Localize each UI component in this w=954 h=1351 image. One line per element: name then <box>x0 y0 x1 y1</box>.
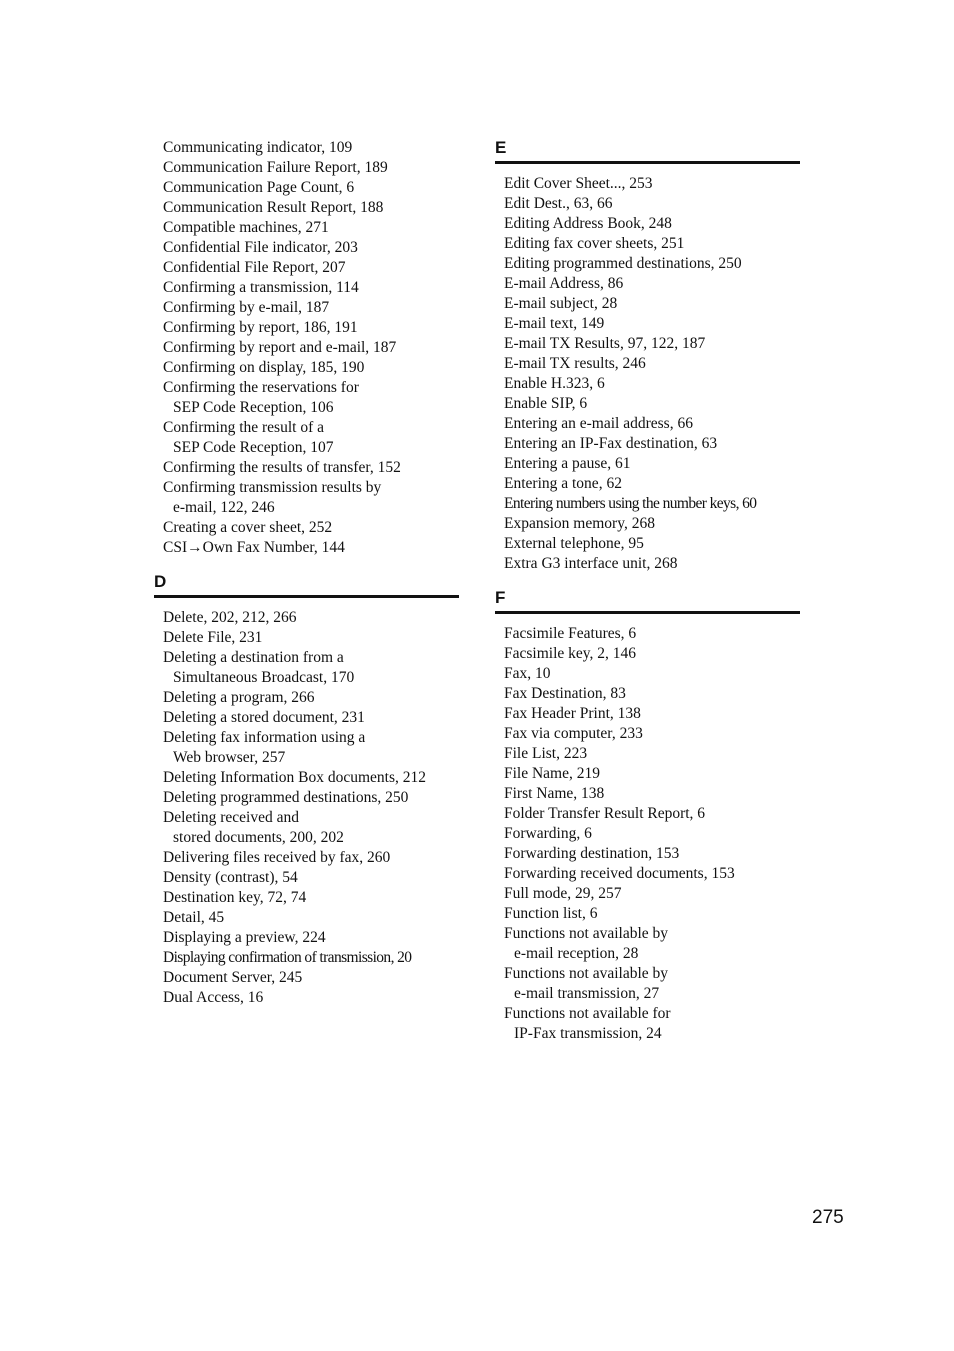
index-entry <box>163 608 463 628</box>
index-entry <box>163 458 463 478</box>
index-entry <box>504 314 804 334</box>
index-entry-text: Confirming transmission results by <box>163 479 382 496</box>
f-entries <box>504 624 804 1044</box>
index-entry <box>504 174 804 194</box>
index-entry <box>163 968 463 988</box>
index-entry-text: Confirming by report and e-mail, 187 <box>163 339 397 356</box>
index-entry-text: Facsimile Features, 6 <box>504 625 637 642</box>
section-f <box>495 588 804 1044</box>
index-entry <box>504 534 804 554</box>
index-entry <box>504 724 804 744</box>
index-entry-text: Confirming by e-mail, 187 <box>163 299 330 316</box>
index-entry <box>163 648 463 688</box>
index-entry-text: Function list, 6 <box>504 905 598 922</box>
index-entry <box>163 628 463 648</box>
index-entry-text: Forwarding received documents, 153 <box>504 865 735 882</box>
index-entry-text: Density (contrast), 54 <box>163 869 298 886</box>
index-entry <box>163 908 463 928</box>
index-entry-text: Confirming the reservations for <box>163 379 359 396</box>
index-entry-text: Displaying confirmation of transmission, 20 <box>163 949 412 966</box>
left-index-column <box>154 138 463 1008</box>
index-entry-continuation: IP-Fax transmission, 24 <box>514 1025 662 1042</box>
index-entry-text: Forwarding, 6 <box>504 825 592 842</box>
index-entry <box>163 278 463 298</box>
index-entry <box>504 554 804 574</box>
index-entry <box>163 768 463 788</box>
index-entry-text: Delete File, 231 <box>163 629 263 646</box>
index-entry <box>504 454 804 474</box>
index-entry <box>504 1004 804 1044</box>
index-entry <box>163 218 463 238</box>
index-entry <box>163 688 463 708</box>
index-entry-text: First Name, 138 <box>504 785 605 802</box>
index-entry-continuation: e-mail, 122, 246 <box>173 499 275 516</box>
index-entry-text: Creating a cover sheet, 252 <box>163 519 333 536</box>
index-entry <box>504 194 804 214</box>
index-entry <box>504 514 804 534</box>
index-entry-text: File List, 223 <box>504 745 588 762</box>
index-entry <box>504 394 804 414</box>
index-entry-text: File Name, 219 <box>504 765 600 782</box>
index-entry <box>504 844 804 864</box>
index-entry-text: Confirming by report, 186, 191 <box>163 319 358 336</box>
index-entry <box>163 708 463 728</box>
index-entry-text: Fax, 10 <box>504 665 551 682</box>
section-d <box>154 572 463 1008</box>
index-entry <box>163 238 463 258</box>
index-entry-text: Confirming a transmission, 114 <box>163 279 359 296</box>
index-entry-text: E-mail TX Results, 97, 122, 187 <box>504 335 706 352</box>
index-entry <box>163 358 463 378</box>
index-entry-continuation: Web browser, 257 <box>173 749 286 766</box>
index-entry <box>163 948 463 968</box>
index-entry-text: Deleting a stored document, 231 <box>163 709 365 726</box>
index-entry-continuation: e-mail reception, 28 <box>514 945 639 962</box>
index-entry <box>504 824 804 844</box>
index-entry-continuation: Simultaneous Broadcast, 170 <box>173 669 355 686</box>
index-entry-text: Facsimile key, 2, 146 <box>504 645 637 662</box>
index-entry-text: Forwarding destination, 153 <box>504 845 680 862</box>
index-entry <box>504 234 804 254</box>
index-entry <box>163 888 463 908</box>
index-entry <box>163 138 463 158</box>
index-entry <box>163 178 463 198</box>
index-entry <box>504 924 804 964</box>
index-entry-text: Functions not available by <box>504 965 669 982</box>
index-entry <box>163 258 463 278</box>
index-entry <box>163 198 463 218</box>
index-entry <box>163 988 463 1008</box>
page-number: 275 <box>812 1207 844 1228</box>
index-entry-text: Entering an IP-Fax destination, 63 <box>504 435 718 452</box>
index-entry <box>504 214 804 234</box>
index-entry-text: Deleting received and <box>163 809 299 826</box>
index-entry-text: Confirming on display, 185, 190 <box>163 359 365 376</box>
index-entry-text: Edit Cover Sheet..., 253 <box>504 175 653 192</box>
index-entry <box>504 414 804 434</box>
index-entry <box>504 704 804 724</box>
section-heading-d: D <box>154 572 459 598</box>
index-entry-text: Detail, 45 <box>163 909 225 926</box>
index-entry-text: Confidential File Report, 207 <box>163 259 346 276</box>
index-entry <box>504 764 804 784</box>
index-entry-text: Folder Transfer Result Report, 6 <box>504 805 706 822</box>
index-entry <box>163 158 463 178</box>
index-entry-text: Communication Page Count, 6 <box>163 179 355 196</box>
index-entry <box>163 848 463 868</box>
index-entry <box>504 684 804 704</box>
section-heading-f: F <box>495 588 800 614</box>
index-entry-text: Confirming the results of transfer, 152 <box>163 459 401 476</box>
index-entry-text: Deleting Information Box documents, 212 <box>163 769 427 786</box>
index-entry-text: Entering a pause, 61 <box>504 455 631 472</box>
index-entry-continuation: SEP Code Reception, 107 <box>173 439 334 456</box>
index-entry <box>163 378 463 418</box>
index-entry-text: Deleting programmed destinations, 250 <box>163 789 409 806</box>
index-entry-text: Communicating indicator, 109 <box>163 139 353 156</box>
e-entries <box>504 174 804 574</box>
index-entry-text: Deleting a destination from a <box>163 649 344 666</box>
index-entry <box>504 334 804 354</box>
index-entry-text: Enable SIP, 6 <box>504 395 588 412</box>
index-entry <box>504 964 804 1004</box>
index-entry-text: Document Server, 245 <box>163 969 303 986</box>
index-entry-text: E-mail Address, 86 <box>504 275 624 292</box>
index-entry-text: Confidential File indicator, 203 <box>163 239 358 256</box>
index-entry-text: Functions not available by <box>504 925 669 942</box>
index-entry <box>504 254 804 274</box>
index-entry-text: Communication Result Report, 188 <box>163 199 384 216</box>
c-entries <box>163 138 463 558</box>
index-entry-text: Enable H.323, 6 <box>504 375 605 392</box>
index-entry <box>504 904 804 924</box>
index-entry-text: External telephone, 95 <box>504 535 644 552</box>
index-entry <box>163 538 463 558</box>
index-entry <box>504 864 804 884</box>
index-entry-text: E-mail TX results, 246 <box>504 355 646 372</box>
index-entry <box>504 624 804 644</box>
index-entry <box>504 374 804 394</box>
index-entry <box>504 804 804 824</box>
index-entry-text: E-mail text, 149 <box>504 315 605 332</box>
index-entry <box>504 294 804 314</box>
index-entry <box>163 788 463 808</box>
index-entry <box>163 298 463 318</box>
index-entry-text: Delete, 202, 212, 266 <box>163 609 297 626</box>
index-entry-text: Functions not available for <box>504 1005 671 1022</box>
index-entry <box>504 784 804 804</box>
index-entry-text: Confirming the result of a <box>163 419 324 436</box>
index-entry <box>163 928 463 948</box>
index-entry <box>504 494 804 514</box>
index-entry-text: CSI→Own Fax Number, 144 <box>163 539 345 556</box>
index-entry-text: Deleting fax information using a <box>163 729 366 746</box>
index-entry-text: Editing fax cover sheets, 251 <box>504 235 685 252</box>
index-entry <box>504 274 804 294</box>
index-entry-text: Displaying a preview, 224 <box>163 929 326 946</box>
index-entry <box>504 644 804 664</box>
index-entry <box>504 354 804 374</box>
index-entry-text: Full mode, 29, 257 <box>504 885 622 902</box>
index-entry <box>163 808 463 848</box>
index-entry <box>163 418 463 458</box>
index-entry-text: Destination key, 72, 74 <box>163 889 307 906</box>
index-entry-text: Entering a tone, 62 <box>504 475 622 492</box>
index-entry-text: Expansion memory, 268 <box>504 515 655 532</box>
index-entry-continuation: SEP Code Reception, 106 <box>173 399 334 416</box>
index-entry <box>163 518 463 538</box>
index-entry <box>504 884 804 904</box>
index-entry <box>163 478 463 518</box>
d-entries <box>163 608 463 1008</box>
right-index-column <box>495 138 804 1044</box>
index-entry-text: Compatible machines, 271 <box>163 219 329 236</box>
index-entry-text: Edit Dest., 63, 66 <box>504 195 613 212</box>
index-entry-text: Editing Address Book, 248 <box>504 215 672 232</box>
index-entry <box>163 338 463 358</box>
index-entry <box>163 318 463 338</box>
index-entry <box>504 434 804 454</box>
index-entry-text: Deleting a program, 266 <box>163 689 315 706</box>
index-entry-text: Delivering files received by fax, 260 <box>163 849 391 866</box>
index-entry <box>163 728 463 768</box>
index-entry-continuation: stored documents, 200, 202 <box>173 829 344 846</box>
index-entry <box>163 868 463 888</box>
index-entry-text: Dual Access, 16 <box>163 989 264 1006</box>
section-heading-e: E <box>495 138 800 164</box>
index-entry <box>504 664 804 684</box>
index-entry-text: E-mail subject, 28 <box>504 295 618 312</box>
index-entry-text: Communication Failure Report, 189 <box>163 159 388 176</box>
index-entry-text: Extra G3 interface unit, 268 <box>504 555 678 572</box>
index-entry-text: Fax via computer, 233 <box>504 725 643 742</box>
index-entry-text: Entering numbers using the number keys, 60 <box>504 495 757 512</box>
index-entry <box>504 474 804 494</box>
index-entry-text: Editing programmed destinations, 250 <box>504 255 742 272</box>
index-entry-text: Fax Header Print, 138 <box>504 705 641 722</box>
index-entry <box>504 744 804 764</box>
index-entry-continuation: e-mail transmission, 27 <box>514 985 660 1002</box>
index-entry-text: Entering an e-mail address, 66 <box>504 415 693 432</box>
index-entry-text: Fax Destination, 83 <box>504 685 626 702</box>
